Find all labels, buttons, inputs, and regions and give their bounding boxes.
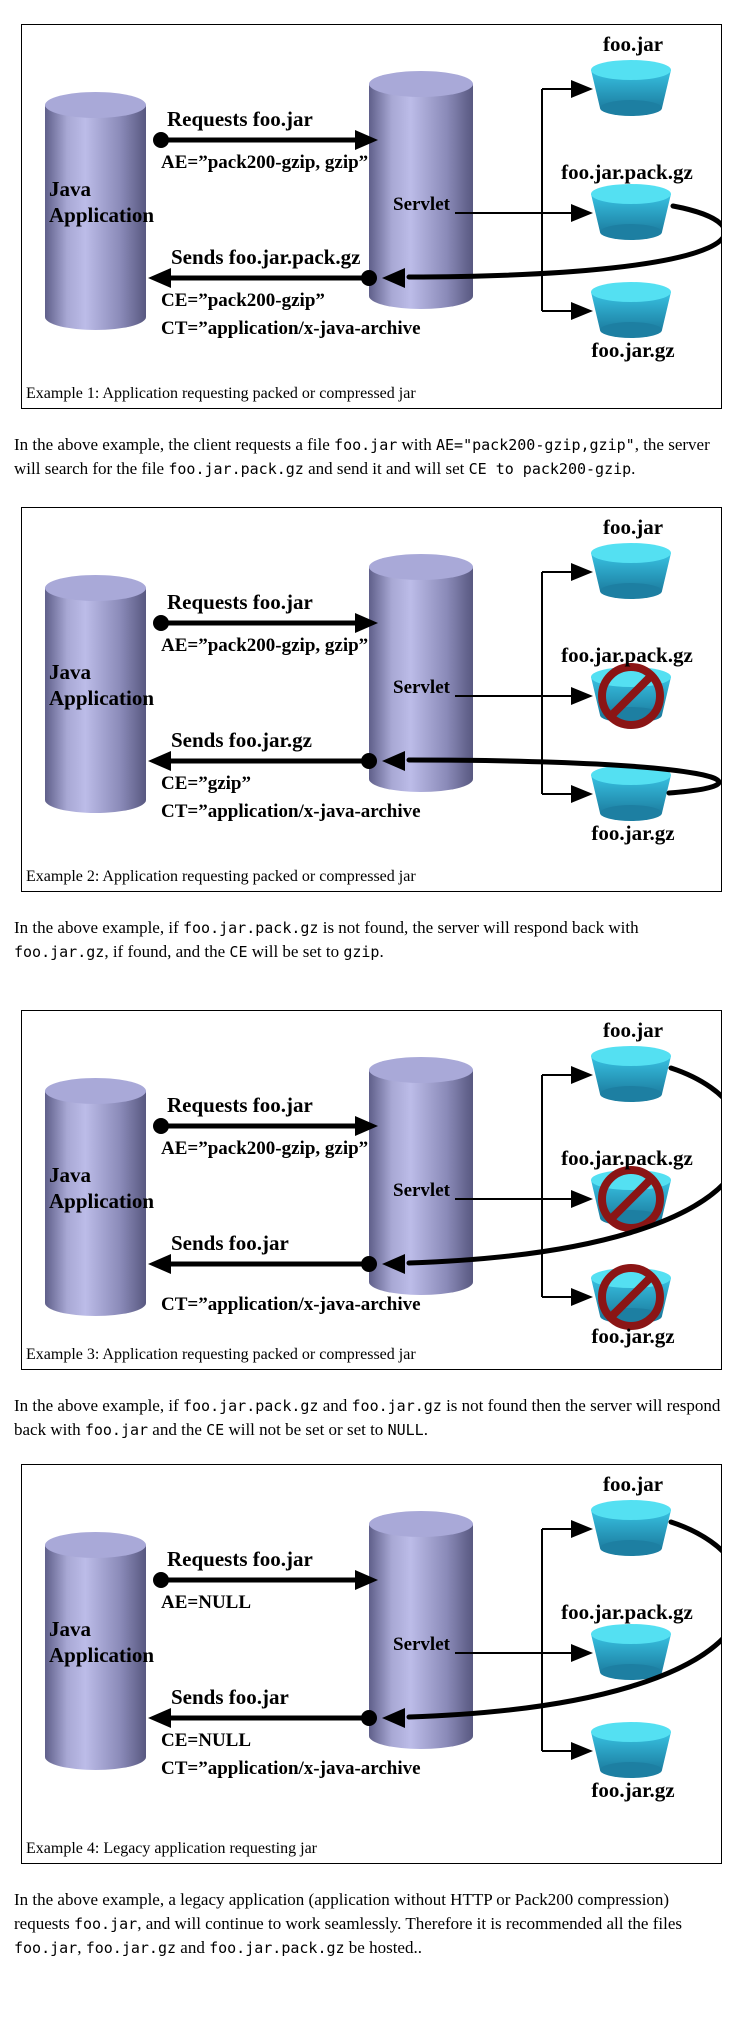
code-text: AE="pack200-gzip,gzip"	[436, 436, 635, 454]
jar-file-icon	[591, 1500, 671, 1556]
body-text: .	[379, 942, 384, 962]
file-label-foo-jar: foo.jar	[602, 515, 664, 540]
file-label-foo-jar-pack-gz: foo.jar.pack.gz	[561, 1145, 693, 1170]
body-text: , if found, and the	[104, 942, 230, 962]
panel-caption: Example 3: Application requesting packed or compressed jar	[26, 1345, 416, 1363]
content-type-label: CT=”application/x-java-archive	[161, 801, 421, 823]
servlet-label: Servlet	[393, 1179, 450, 1201]
send-label: Sends foo.jar	[171, 1230, 289, 1255]
body-text: be hosted..	[344, 1938, 422, 1957]
body-text: and send it and will set	[303, 459, 469, 479]
jar-file-icon	[591, 765, 671, 821]
java-application-label: Java	[49, 177, 91, 201]
request-label: Requests foo.jar	[167, 1546, 313, 1571]
java-application-label: Java	[49, 660, 91, 685]
body-text: is not found then the server will respond back with	[14, 1395, 721, 1439]
body-text: In the above example, the client requests a file	[14, 435, 335, 454]
request-label: Requests foo.jar	[167, 590, 313, 615]
body-text: is not found, the server will respond back with	[318, 918, 639, 938]
send-label: Sends foo.jar.gz	[171, 728, 312, 753]
body-text: and	[176, 1938, 210, 1957]
content-encoding-label: CE=”gzip”	[161, 773, 251, 795]
body-text: .	[631, 459, 636, 479]
body-text: and the	[148, 1419, 207, 1439]
java-application-label: Java	[49, 1616, 91, 1641]
jar-file-icon	[591, 1722, 671, 1778]
code-text: foo.jar.pack.gz	[183, 919, 319, 938]
explanation-paragraph-3	[14, 1394, 726, 1442]
body-text: will be set to	[247, 942, 344, 962]
content-type-label: CT=”application/x-java-archive	[161, 1293, 421, 1315]
body-text: with	[397, 435, 436, 454]
file-label-foo-jar-gz: foo.jar.gz	[591, 821, 675, 846]
code-text: foo.jar.pack.gz	[183, 1396, 319, 1415]
code-text: foo.jar	[84, 1420, 149, 1439]
body-text: , the server will search for the file	[14, 435, 710, 479]
file-label-foo-jar: foo.jar	[602, 1471, 664, 1496]
panel-caption: Example 1: Application requesting packed or compressed jar	[26, 385, 416, 402]
panel-caption: Example 4: Legacy application requesting jar	[26, 1839, 317, 1857]
explanation-paragraph-2	[14, 916, 726, 964]
body-text: will not be set or set to	[224, 1419, 388, 1439]
body-text: , and will continue to work seamlessly. Therefore it is recommended all the files	[137, 1913, 682, 1933]
code-text: foo.jar.gz	[14, 943, 105, 962]
body-text: and	[318, 1395, 352, 1415]
jar-file-icon	[591, 1268, 671, 1326]
explanation-paragraph-1	[14, 433, 726, 481]
send-label: Sends foo.jar	[171, 1684, 289, 1709]
accept-encoding-label: AE=”pack200-gzip, gzip”	[161, 152, 369, 173]
panel-caption: Example 2: Application requesting packed or compressed jar	[26, 868, 416, 886]
file-label-foo-jar-pack-gz: foo.jar.pack.gz	[561, 1599, 693, 1624]
file-label-foo-jar: foo.jar	[602, 1017, 664, 1042]
example-4-diagram	[21, 1464, 722, 1864]
code-text: foo.jar	[73, 1914, 138, 1933]
jar-file-icon	[591, 282, 671, 338]
code-text: foo.jar.gz	[85, 1939, 177, 1957]
body-text: In the above example, if	[14, 918, 183, 938]
servlet-label: Servlet	[393, 194, 450, 215]
servlet-label: Servlet	[393, 1633, 450, 1655]
explanation-paragraph-4	[14, 1888, 726, 1960]
code-text: foo.jar.pack.gz	[209, 1939, 345, 1957]
code-text: foo.jar	[14, 1939, 78, 1957]
servlet-label: Servlet	[393, 677, 450, 699]
java-application-label: Application	[49, 1642, 155, 1667]
java-application-label: Java	[49, 1162, 91, 1187]
content-type-label: CT=”application/x-java-archive	[161, 318, 421, 339]
body-text: ,	[77, 1938, 86, 1957]
file-label-foo-jar-gz: foo.jar.gz	[591, 1323, 675, 1348]
request-label: Requests foo.jar	[167, 107, 313, 131]
code-text: gzip	[343, 943, 380, 962]
content-encoding-label: CE=”pack200-gzip”	[161, 290, 325, 311]
body-text: In the above example, if	[14, 1395, 183, 1415]
example-2-diagram	[21, 507, 722, 892]
jar-file-icon	[591, 60, 671, 116]
servlet-cylinder	[369, 71, 473, 309]
java-application-label: Application	[49, 686, 155, 711]
jar-file-icon	[591, 1046, 671, 1102]
jar-file-icon	[591, 1624, 671, 1680]
body-text: In the above example, a legacy application (application without HTTP or Pack200 compression) requests	[14, 1889, 670, 1933]
jar-file-icon	[591, 543, 671, 599]
code-text: CE to pack200-gzip	[468, 460, 632, 479]
jar-file-icon	[591, 667, 671, 725]
file-label-foo-jar-gz: foo.jar.gz	[591, 338, 675, 362]
code-text: CE	[206, 1420, 225, 1439]
example-3-diagram	[21, 1010, 722, 1370]
content-type-label: CT=”application/x-java-archive	[161, 1757, 421, 1779]
content-encoding-label: CE=NULL	[161, 1729, 252, 1751]
send-label: Sends foo.jar.pack.gz	[171, 245, 361, 269]
body-text: .	[423, 1419, 428, 1439]
request-label: Requests foo.jar	[167, 1092, 313, 1117]
file-label-foo-jar-gz: foo.jar.gz	[591, 1777, 675, 1802]
code-text: foo.jar	[334, 436, 398, 454]
code-text: foo.jar.pack.gz	[168, 460, 304, 479]
code-text: foo.jar.gz	[351, 1396, 442, 1415]
code-text: NULL	[387, 1420, 424, 1439]
accept-encoding-label: AE=NULL	[161, 1591, 252, 1613]
java-application-label: Application	[49, 1188, 155, 1213]
example-1-diagram	[21, 24, 722, 409]
code-text: CE	[229, 943, 248, 962]
file-label-foo-jar-pack-gz: foo.jar.pack.gz	[561, 160, 693, 184]
java-application-label: Application	[49, 203, 155, 227]
accept-encoding-label: AE=”pack200-gzip, gzip”	[161, 635, 369, 657]
file-label-foo-jar: foo.jar	[602, 32, 664, 56]
servlet-cylinder	[369, 554, 473, 792]
file-label-foo-jar-pack-gz: foo.jar.pack.gz	[561, 643, 693, 668]
jar-file-icon	[591, 184, 671, 240]
jar-file-icon	[591, 1170, 671, 1228]
accept-encoding-label: AE=”pack200-gzip, gzip”	[161, 1137, 369, 1159]
